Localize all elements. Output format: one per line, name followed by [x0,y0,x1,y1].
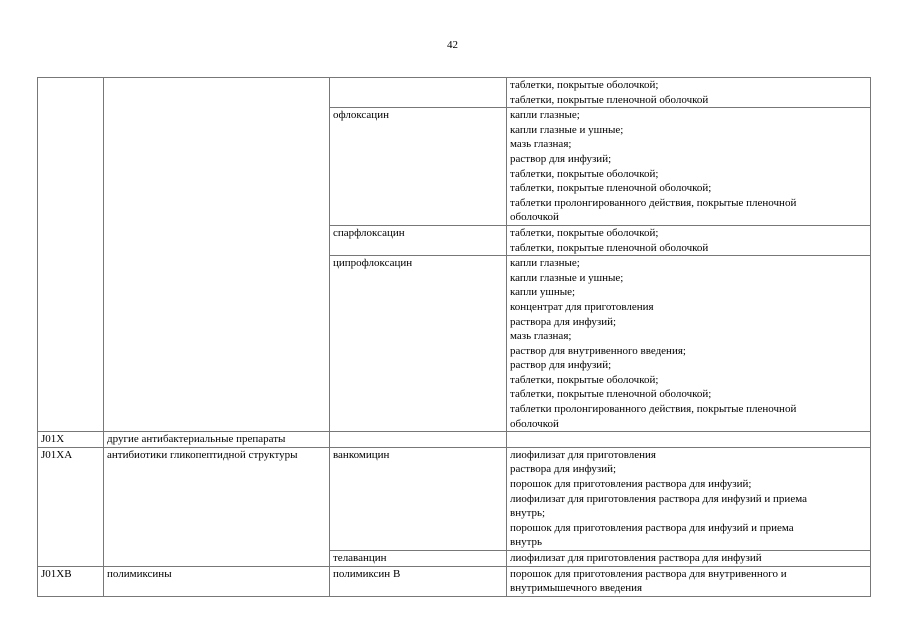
page-number: 42 [447,39,458,51]
dosage-form: таблетки, покрытые пленочной оболочкой [510,241,709,254]
atc-code-cell: J01XA [38,447,104,566]
dosage-form: порошок для приготовления раствора для внутривенного и [510,567,787,580]
dosage-form: лиофилизат для приготовления раствора для инфузий и приема [510,492,807,505]
atc-code-cell: J01X [38,432,104,448]
dosage-form: концентрат для приготовления [510,300,654,313]
drug-name-cell: телаванцин [330,551,507,567]
dosage-form: таблетки, покрытые оболочкой; [510,79,659,91]
medication-table [37,77,871,597]
drug-name-cell: ванкомицин [330,447,507,550]
dosage-form: раствор для внутривенного введения; [510,344,686,357]
dosage-forms-cell [507,256,871,432]
dosage-forms-cell [507,432,871,448]
dosage-forms-cell [507,447,871,550]
dosage-form: капли глазные и ушные; [510,271,624,284]
dosage-form: таблетки, покрытые оболочкой; [510,167,659,180]
dosage-form: раствор для инфузий; [510,359,612,372]
dosage-form: лиофилизат для приготовления раствора для инфузий [510,552,762,564]
atc-code-cell: J01XB [38,566,104,596]
dosage-form: оболочкой [510,211,559,224]
dosage-form: внутримышечного введения [510,582,643,595]
dosage-form: мазь глазная; [510,330,572,343]
dosage-form: лиофилизат для приготовления [510,448,656,461]
dosage-form: раствора для инфузий; [510,463,617,476]
drug-name-cell: офлоксацин [330,108,507,226]
drug-name-cell: ципрофлоксацин [330,256,507,432]
group-name-cell: антибиотики гликопептидной структуры [104,447,330,566]
dosage-form: раствора для инфузий; [510,315,617,328]
dosage-form: внутрь [510,536,543,549]
dosage-form: капли глазные; [510,257,580,270]
drug-name-cell: полимиксин В [330,566,507,596]
dosage-form: таблетки, покрытые пленочной оболочкой; [510,388,712,401]
dosage-form: таблетки, покрытые оболочкой; [510,226,659,239]
dosage-forms-cell [507,108,871,226]
table-row [38,432,871,448]
table-row [38,78,871,108]
atc-code-cell [38,78,104,432]
dosage-form: порошок для приготовления раствора для инфузий и приема [510,521,794,534]
dosage-form: капли глазные; [510,109,580,122]
dosage-form: таблетки, покрытые оболочкой; [510,373,659,386]
dosage-form: оболочкой [510,417,559,430]
group-name-cell: полимиксины [104,566,330,596]
dosage-form: порошок для приготовления раствора для инфузий; [510,478,752,491]
drug-name-cell: спарфлоксацин [330,225,507,255]
dosage-forms-cell [507,78,871,108]
dosage-form: таблетки пролонгированного действия, покрытые пленочной [510,403,797,416]
table-row [38,566,871,596]
drug-name-cell [330,432,507,448]
dosage-form: внутрь; [510,507,546,520]
drug-name-cell [330,78,507,108]
dosage-form: мазь глазная; [510,138,572,151]
dosage-form: раствор для инфузий; [510,152,612,165]
table-row [38,447,871,550]
dosage-forms-cell [507,566,871,596]
group-name-cell [104,78,330,432]
dosage-form: таблетки, покрытые пленочной оболочкой [510,93,709,106]
dosage-form: капли ушные; [510,286,576,299]
group-name-cell: другие антибактериальные препараты [104,432,330,448]
dosage-form: таблетки, покрытые пленочной оболочкой; [510,182,712,195]
dosage-form: капли глазные и ушные; [510,123,624,136]
dosage-forms-cell [507,225,871,255]
dosage-forms-cell [507,551,871,567]
dosage-form: таблетки пролонгированного действия, покрытые пленочной [510,196,797,209]
